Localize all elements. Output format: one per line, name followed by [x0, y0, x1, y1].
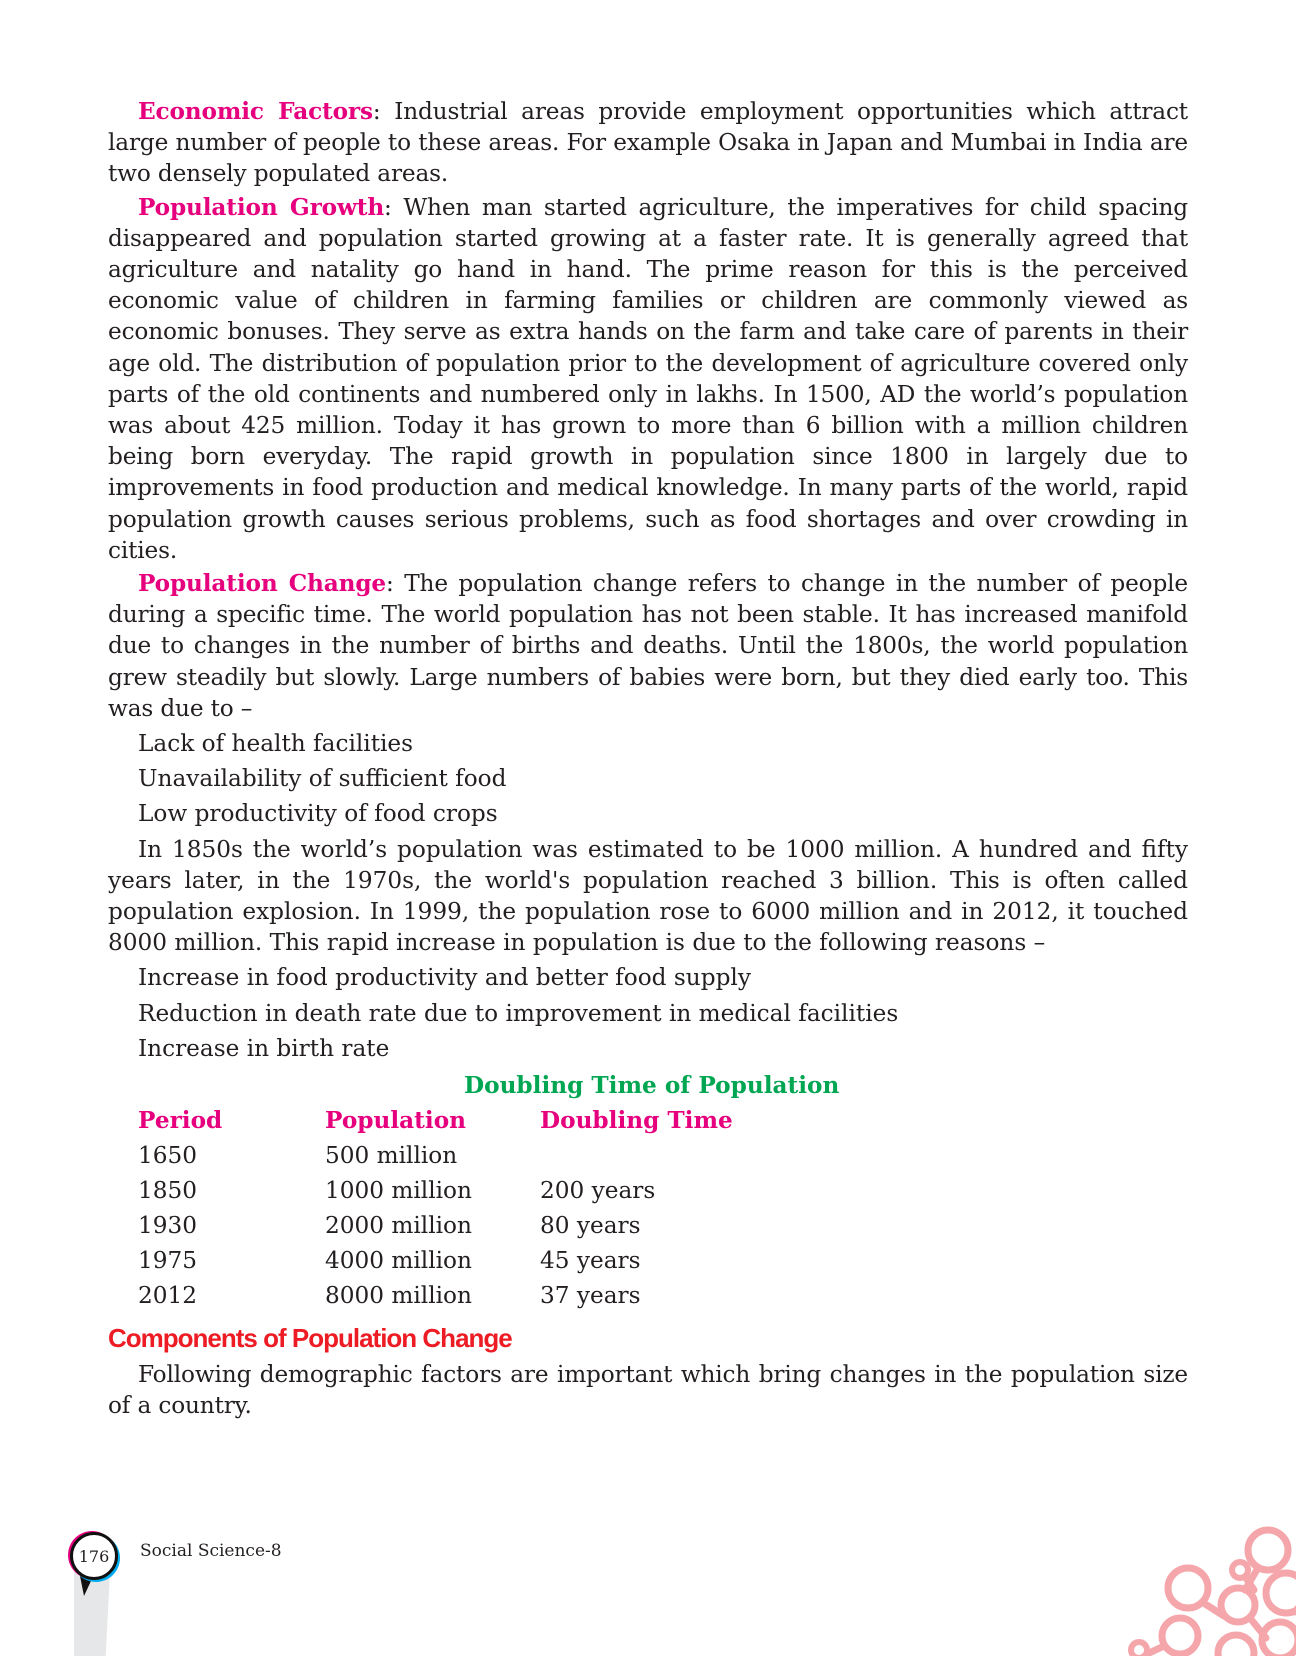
cell-doubling-time	[540, 1138, 790, 1173]
page-content	[108, 96, 1188, 1423]
molecule-decoration-icon	[1120, 1508, 1296, 1656]
cell-doubling-time: 200 years	[540, 1177, 656, 1205]
cell-population: 500 million	[325, 1142, 458, 1170]
paragraph-population-growth	[108, 192, 1188, 566]
paragraph-economic-factors	[108, 96, 1188, 190]
table-header-row	[138, 1103, 790, 1138]
column-header-population: Population	[325, 1107, 467, 1135]
term-population-change: Population Change	[138, 570, 387, 598]
paragraph-population-explosion: In 1850s the world’s population was estimated to be 1000 million. A hundred and fifty years later, in the 1970s, the world's population reached 3 billion. This is often called population explosion. In 1999, the population rose to 6000 million and in 2012, it touched 8000 million. This rapid increase in population is due to the following reasons –	[108, 835, 1188, 957]
paragraph-text: : Industrial areas provide employment opportunities which attract large number of people to these areas. For example Osaka in Japan and Mumbai in India are two densely populated areas.	[108, 98, 1188, 188]
list-item: Increase in birth rate	[138, 1034, 390, 1062]
cell-doubling-time: 45 years	[540, 1247, 641, 1275]
table-row	[138, 1208, 790, 1243]
table-row	[138, 1138, 790, 1173]
list-item: Reduction in death rate due to improvement in medical facilities	[138, 999, 899, 1027]
section-heading: Components of Population Change	[108, 1323, 512, 1354]
list-item: Lack of health facilities	[138, 730, 414, 758]
cell-period: 2012	[138, 1282, 198, 1310]
table-title: Doubling Time of Population	[464, 1072, 840, 1100]
cell-population: 8000 million	[325, 1282, 472, 1310]
table-row	[138, 1243, 790, 1278]
list-item: Low productivity of food crops	[138, 800, 498, 828]
table-row	[138, 1278, 790, 1313]
term-economic-factors: Economic Factors	[138, 98, 373, 125]
term-population-growth: Population Growth	[138, 193, 385, 221]
cell-doubling-time: 37 years	[540, 1282, 641, 1310]
section-paragraph: Following demographic factors are important which bring changes in the population size of a country.	[108, 1360, 1188, 1419]
book-title: Social Science-8	[140, 1541, 282, 1561]
cell-period: 1850	[138, 1177, 198, 1205]
cell-population: 2000 million	[325, 1212, 472, 1240]
paragraph-text: : The population change refers to change in the number of people during a specific time. The world population has not been stable. It has increased manifold due to changes in the number of births and deaths. Until the 1800s, the world population grew steadily but slowly. Large numbers of babies were born, but they died early too. This was due to –	[108, 570, 1188, 722]
reasons-list	[108, 962, 1188, 1064]
cell-population: 1000 million	[325, 1177, 472, 1205]
cell-period: 1930	[138, 1212, 198, 1240]
list-item: Unavailability of sufficient food	[138, 765, 507, 793]
page-number-badge	[70, 1532, 118, 1580]
causes-list	[108, 728, 1188, 830]
list-item: Increase in food productivity and better food supply	[138, 964, 751, 992]
paragraph-text: : When man started agriculture, the imperatives for child spacing disappeared and population started growing at a faster rate. It is generally agreed that agriculture and natality go hand in hand. The prime reason for this is the perceived economic value of children in farming families or children are commonly viewed as economic bonuses. They serve as extra hands on the farm and take care of parents in their age old. The distribution of population prior to the development of agriculture covered only parts of the old continents and numbered only in lakhs. In 1500, AD the world’s population was about 425 million. Today it has grown to more than 6 billion with a million children being born everyday. The rapid growth in population since 1800 in largely due to improvements in food production and medical knowledge. In many parts of the world, rapid population growth causes serious problems, such as food shortages and over crowding in cities.	[108, 193, 1188, 564]
column-header-doubling-time: Doubling Time	[540, 1107, 733, 1135]
cell-population: 4000 million	[325, 1247, 472, 1275]
cell-doubling-time: 80 years	[540, 1212, 641, 1240]
column-header-period: Period	[138, 1107, 223, 1135]
paragraph-population-change	[108, 568, 1188, 724]
table-row	[138, 1173, 790, 1208]
cell-period: 1975	[138, 1247, 198, 1275]
cell-period: 1650	[138, 1142, 198, 1170]
page-number: 176	[78, 1546, 110, 1566]
doubling-time-table	[138, 1103, 790, 1313]
